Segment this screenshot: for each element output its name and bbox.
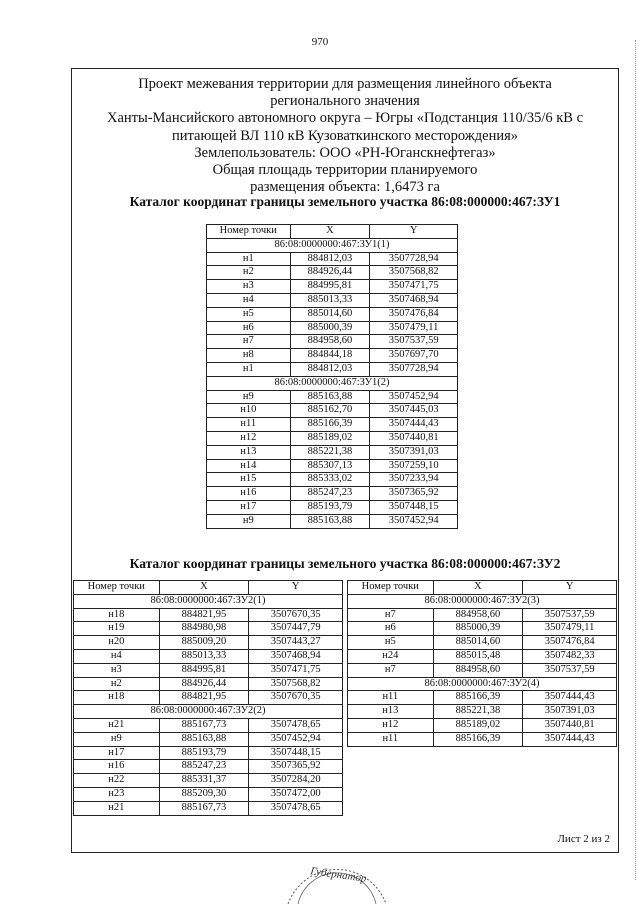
table-row: [74, 691, 343, 705]
y-coordinate-cell: 3507259,10: [370, 459, 458, 473]
header-line-1: Проект межевания территории для размещения линейного объекта: [138, 76, 552, 92]
y-coordinate-cell: 3507728,94: [370, 252, 458, 266]
x-coordinate-cell: 884821,95: [159, 608, 249, 622]
x-coordinate-cell: 884926,44: [290, 266, 370, 280]
section-row: [348, 594, 617, 608]
catalog-1-title: Каталог координат границы земельного участка 86:08:000000:467:ЗУ1: [129, 194, 561, 209]
x-coordinate-cell: 884995,81: [290, 280, 370, 294]
y-coordinate-cell: 3507447,79: [249, 622, 343, 636]
column-header-x: X: [290, 225, 370, 239]
point-id-cell: н11: [348, 691, 434, 705]
point-id-cell: н16: [74, 760, 160, 774]
section-row: [74, 705, 343, 719]
x-coordinate-cell: 885000,39: [433, 622, 523, 636]
point-id-cell: н5: [348, 636, 434, 650]
point-id-cell: н3: [74, 663, 160, 677]
point-id-cell: н14: [207, 459, 291, 473]
y-coordinate-cell: 3507468,94: [370, 293, 458, 307]
y-coordinate-cell: 3507448,15: [249, 746, 343, 760]
column-header-y: Y: [370, 225, 458, 239]
table-row: [207, 321, 458, 335]
point-id-cell: н19: [74, 622, 160, 636]
y-coordinate-cell: 3507478,65: [249, 801, 343, 815]
y-coordinate-cell: 3507365,92: [249, 760, 343, 774]
point-id-cell: н8: [207, 349, 291, 363]
x-coordinate-cell: 885014,60: [290, 307, 370, 321]
table-row: [207, 514, 458, 528]
point-id-cell: н24: [348, 649, 434, 663]
catalog-2-title: Каталог координат границы земельного участка 86:08:000000:467:ЗУ2: [129, 556, 561, 571]
catalog-1-table: [206, 224, 458, 529]
table-header-row: [348, 581, 617, 595]
y-coordinate-cell: 3507537,59: [370, 335, 458, 349]
x-coordinate-cell: 885163,88: [290, 514, 370, 528]
x-coordinate-cell: 885163,88: [290, 390, 370, 404]
point-id-cell: н1: [207, 252, 291, 266]
x-coordinate-cell: 885221,38: [433, 705, 523, 719]
y-coordinate-cell: 3507452,94: [370, 390, 458, 404]
x-coordinate-cell: 885166,39: [433, 732, 523, 746]
point-id-cell: н5: [207, 307, 291, 321]
y-coordinate-cell: 3507365,92: [370, 487, 458, 501]
y-coordinate-cell: 3507476,84: [370, 307, 458, 321]
table-row: [207, 280, 458, 294]
table-row: [348, 732, 617, 746]
table-row: [74, 663, 343, 677]
page-edge-line: [634, 40, 636, 880]
point-id-cell: н21: [74, 718, 160, 732]
x-coordinate-cell: 885014,60: [433, 636, 523, 650]
y-coordinate-cell: 3507452,94: [249, 732, 343, 746]
table-header-row: [74, 581, 343, 595]
column-header-x: X: [159, 581, 249, 595]
point-id-cell: н6: [348, 622, 434, 636]
table-row: [207, 349, 458, 363]
table-row: [207, 390, 458, 404]
point-id-cell: н13: [207, 445, 291, 459]
table-row: [207, 266, 458, 280]
x-coordinate-cell: 885189,02: [290, 431, 370, 445]
x-coordinate-cell: 885167,73: [159, 718, 249, 732]
section-row: [74, 594, 343, 608]
column-header-point: Номер точки: [207, 225, 291, 239]
table-row: [207, 473, 458, 487]
point-id-cell: н12: [207, 431, 291, 445]
table-row: [74, 760, 343, 774]
table-row: [74, 636, 343, 650]
point-id-cell: н13: [348, 705, 434, 719]
x-coordinate-cell: 884958,60: [433, 663, 523, 677]
y-coordinate-cell: 3507728,94: [370, 362, 458, 376]
header-line-5: Землепользователь: ООО «РН-Юганскнефтегаз»: [194, 144, 496, 161]
y-coordinate-cell: 3507452,94: [370, 514, 458, 528]
table-row: [207, 335, 458, 349]
table-row: [74, 649, 343, 663]
table-row: [74, 801, 343, 815]
y-coordinate-cell: 3507440,81: [370, 431, 458, 445]
y-coordinate-cell: 3507284,20: [249, 774, 343, 788]
y-coordinate-cell: 3507448,15: [370, 500, 458, 514]
table-row: [74, 718, 343, 732]
header-line-6: Общая площадь территории планируемого: [212, 162, 478, 179]
section-label: 86:08:0000000:467:ЗУ1(1): [207, 238, 458, 252]
y-coordinate-cell: 3507478,65: [249, 718, 343, 732]
y-coordinate-cell: 3507670,35: [249, 691, 343, 705]
x-coordinate-cell: 884926,44: [159, 677, 249, 691]
y-coordinate-cell: 3507537,59: [523, 608, 617, 622]
x-coordinate-cell: 884958,60: [433, 608, 523, 622]
x-coordinate-cell: 885013,33: [159, 649, 249, 663]
x-coordinate-cell: 884821,95: [159, 691, 249, 705]
column-header-point: Номер точки: [74, 581, 160, 595]
x-coordinate-cell: 884844,18: [290, 349, 370, 363]
x-coordinate-cell: 885163,88: [159, 732, 249, 746]
y-coordinate-cell: 3507697,70: [370, 349, 458, 363]
y-coordinate-cell: 3507233,94: [370, 473, 458, 487]
table-row: [207, 487, 458, 501]
y-coordinate-cell: 3507440,81: [523, 718, 617, 732]
y-coordinate-cell: 3507445,03: [370, 404, 458, 418]
column-header-y: Y: [523, 581, 617, 595]
point-id-cell: н9: [207, 390, 291, 404]
column-header-x: X: [433, 581, 523, 595]
x-coordinate-cell: 885166,39: [433, 691, 523, 705]
catalog-2-right-table: [347, 580, 617, 747]
x-coordinate-cell: 884958,60: [290, 335, 370, 349]
point-id-cell: н7: [348, 663, 434, 677]
x-coordinate-cell: 885193,79: [290, 500, 370, 514]
section-row: [207, 376, 458, 390]
y-coordinate-cell: 3507670,35: [249, 608, 343, 622]
table-row: [348, 718, 617, 732]
table-row: [207, 252, 458, 266]
section-label: 86:08:0000000:467:ЗУ2(1): [74, 594, 343, 608]
point-id-cell: н18: [74, 608, 160, 622]
table-row: [207, 500, 458, 514]
column-header-y: Y: [249, 581, 343, 595]
table-row: [207, 404, 458, 418]
header-line-4: питающей ВЛ 110 кВ Кузоваткинского месторождения»: [171, 127, 519, 144]
x-coordinate-cell: 884812,03: [290, 252, 370, 266]
x-coordinate-cell: 885221,38: [290, 445, 370, 459]
table-row: [348, 705, 617, 719]
document-header: [72, 76, 618, 196]
section-row: [207, 238, 458, 252]
table-row: [207, 459, 458, 473]
point-id-cell: н11: [348, 732, 434, 746]
x-coordinate-cell: 885247,23: [159, 760, 249, 774]
section-row: [348, 677, 617, 691]
point-id-cell: н11: [207, 418, 291, 432]
point-id-cell: н3: [207, 280, 291, 294]
point-id-cell: н7: [207, 335, 291, 349]
catalog-2-left-table: [73, 580, 343, 816]
table-row: [74, 622, 343, 636]
column-header-point: Номер точки: [348, 581, 434, 595]
table-row: [207, 418, 458, 432]
point-id-cell: н9: [74, 732, 160, 746]
x-coordinate-cell: 885166,39: [290, 418, 370, 432]
table-row: [74, 746, 343, 760]
table-row: [207, 362, 458, 376]
x-coordinate-cell: 885015,48: [433, 649, 523, 663]
x-coordinate-cell: 884995,81: [159, 663, 249, 677]
y-coordinate-cell: 3507391,03: [370, 445, 458, 459]
table-row: [348, 691, 617, 705]
table-header-row: [207, 225, 458, 239]
table-row: [74, 677, 343, 691]
point-id-cell: н1: [207, 362, 291, 376]
point-id-cell: н22: [74, 774, 160, 788]
point-id-cell: н4: [207, 293, 291, 307]
point-id-cell: н21: [74, 801, 160, 815]
y-coordinate-cell: 3507444,43: [523, 732, 617, 746]
y-coordinate-cell: 3507568,82: [249, 677, 343, 691]
table-row: [207, 307, 458, 321]
x-coordinate-cell: 885307,13: [290, 459, 370, 473]
point-id-cell: н15: [207, 473, 291, 487]
y-coordinate-cell: 3507444,43: [370, 418, 458, 432]
point-id-cell: н20: [74, 636, 160, 650]
x-coordinate-cell: 885013,33: [290, 293, 370, 307]
point-id-cell: н17: [74, 746, 160, 760]
x-coordinate-cell: 885333,02: [290, 473, 370, 487]
table-row: [74, 787, 343, 801]
y-coordinate-cell: 3507476,84: [523, 636, 617, 650]
x-coordinate-cell: 885331,37: [159, 774, 249, 788]
point-id-cell: н6: [207, 321, 291, 335]
section-label: 86:08:0000000:467:ЗУ1(2): [207, 376, 458, 390]
y-coordinate-cell: 3507472,00: [249, 787, 343, 801]
page-number: 970: [311, 36, 329, 48]
table-row: [74, 732, 343, 746]
table-row: [207, 293, 458, 307]
point-id-cell: н12: [348, 718, 434, 732]
sheet-number: Лист 2 из 2: [557, 833, 610, 845]
y-coordinate-cell: 3507444,43: [523, 691, 617, 705]
header-line-3: Ханты-Мансийского автономного округа – Югры «Подстанция 110/35/6 кВ с: [106, 110, 584, 127]
x-coordinate-cell: 885189,02: [433, 718, 523, 732]
point-id-cell: н23: [74, 787, 160, 801]
y-coordinate-cell: 3507443,27: [249, 636, 343, 650]
point-id-cell: н7: [348, 608, 434, 622]
section-label: 86:08:0000000:467:ЗУ2(4): [348, 677, 617, 691]
y-coordinate-cell: 3507568,82: [370, 266, 458, 280]
header-line-7: размещения объекта: 1,6473 га: [250, 179, 440, 196]
table-row: [348, 663, 617, 677]
stamp-text: Губернатор: [309, 865, 368, 885]
y-coordinate-cell: 3507479,11: [523, 622, 617, 636]
x-coordinate-cell: 885209,30: [159, 787, 249, 801]
section-label: 86:08:0000000:467:ЗУ2(3): [348, 594, 617, 608]
y-coordinate-cell: 3507391,03: [523, 705, 617, 719]
x-coordinate-cell: 885167,73: [159, 801, 249, 815]
y-coordinate-cell: 3507468,94: [249, 649, 343, 663]
point-id-cell: н2: [207, 266, 291, 280]
x-coordinate-cell: 885000,39: [290, 321, 370, 335]
point-id-cell: н2: [74, 677, 160, 691]
y-coordinate-cell: 3507482,33: [523, 649, 617, 663]
x-coordinate-cell: 885009,20: [159, 636, 249, 650]
table-row: [74, 774, 343, 788]
x-coordinate-cell: 885193,79: [159, 746, 249, 760]
section-label: 86:08:0000000:467:ЗУ2(2): [74, 705, 343, 719]
header-line-2: регионального значения: [270, 93, 420, 110]
x-coordinate-cell: 884812,03: [290, 362, 370, 376]
y-coordinate-cell: 3507479,11: [370, 321, 458, 335]
point-id-cell: н9: [207, 514, 291, 528]
table-row: [74, 608, 343, 622]
x-coordinate-cell: 885162,70: [290, 404, 370, 418]
table-row: [348, 622, 617, 636]
x-coordinate-cell: 885247,23: [290, 487, 370, 501]
y-coordinate-cell: 3507537,59: [523, 663, 617, 677]
table-row: [348, 649, 617, 663]
point-id-cell: н10: [207, 404, 291, 418]
table-row: [348, 636, 617, 650]
governor-stamp: [282, 848, 392, 904]
point-id-cell: н18: [74, 691, 160, 705]
table-row: [348, 608, 617, 622]
table-row: [207, 445, 458, 459]
y-coordinate-cell: 3507471,75: [249, 663, 343, 677]
point-id-cell: н16: [207, 487, 291, 501]
x-coordinate-cell: 884980,98: [159, 622, 249, 636]
point-id-cell: н17: [207, 500, 291, 514]
y-coordinate-cell: 3507471,75: [370, 280, 458, 294]
point-id-cell: н4: [74, 649, 160, 663]
table-row: [207, 431, 458, 445]
